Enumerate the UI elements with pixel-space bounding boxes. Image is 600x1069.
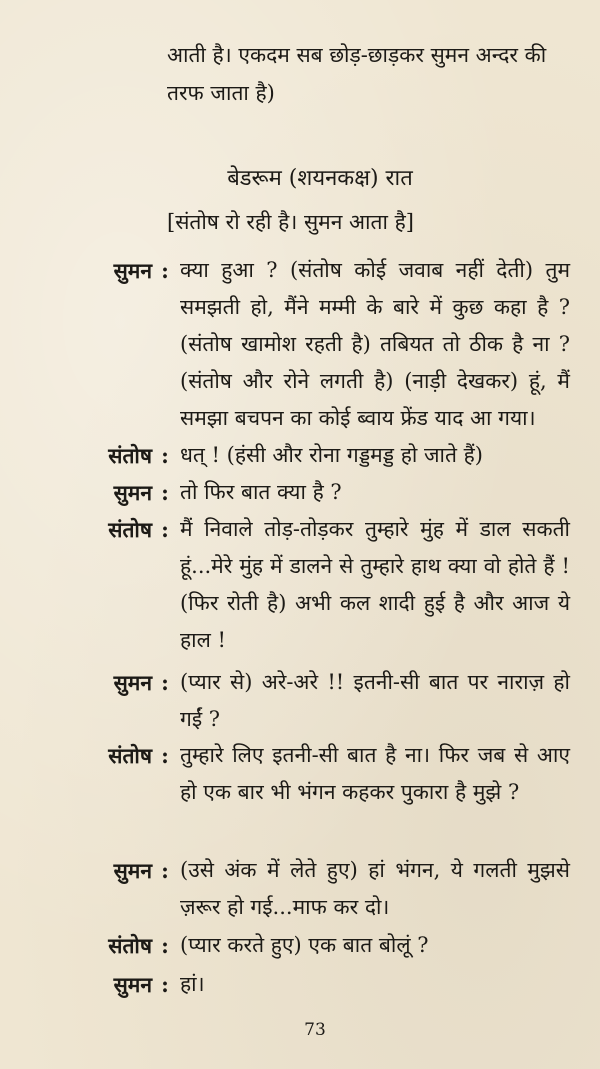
- speaker-name: संतोष: [108, 933, 152, 958]
- speaker-name: संतोष: [108, 743, 152, 768]
- dialogue-line: [60, 252, 570, 437]
- dialogue-text: (उसे अंक में लेते हुए) हां भंगन, ये गलती मुझसे ज़रूर हो गई...माफ कर दो।: [180, 858, 570, 919]
- dialogue-line: [60, 927, 570, 964]
- dialogue-line: [60, 437, 570, 474]
- stage-direction: [संतोष रो रही है। सुमन आता है]: [167, 210, 414, 234]
- dialogue-text: हां।: [180, 972, 205, 996]
- dialogue-text: तो फिर बात क्या है ?: [180, 480, 342, 504]
- speaker-colon: :: [161, 517, 169, 542]
- dialogue-line: [60, 511, 570, 659]
- dialogue-text: मैं निवाले तोड़-तोड़कर तुम्हारे मुंह में डाल सकती हूं...मेरे मुंह में डालने से तुम्हारे हाथ क्या वो होते हैं ! (फिर रोती है) अभी कल शादी हुई है और आज ये हाल !: [180, 517, 570, 652]
- page-number: 73: [304, 1020, 326, 1040]
- scene-heading: बेडरूम (शयनकक्ष) रात: [227, 166, 413, 191]
- dialogue-line: [60, 664, 570, 738]
- speaker-colon: :: [161, 933, 169, 958]
- dialogue-text: (प्यार करते हुए) एक बात बोलूं ?: [180, 933, 429, 957]
- speaker-colon: :: [161, 443, 169, 468]
- speaker-colon: :: [161, 670, 169, 695]
- speaker-name: सुमन: [113, 670, 152, 695]
- speaker-colon: :: [161, 743, 169, 768]
- speaker-name: सुमन: [113, 972, 152, 997]
- dialogue-text: तुम्हारे लिए इतनी-सी बात है ना। फिर जब से आए हो एक बार भी भंगन कहकर पुकारा है मुझे ?: [180, 743, 570, 804]
- speaker-name: संतोष: [108, 517, 152, 542]
- dialogue-line: [60, 474, 570, 511]
- continuation-text: आती है। एकदम सब छोड़-छाड़कर सुमन अन्दर की तरफ जाता है): [167, 43, 547, 105]
- dialogue-text: क्या हुआ ? (संतोष कोई जवाब नहीं देती) तुम समझती हो, मैंने मम्मी के बारे में कुछ कहा है ? (संतोष खामोश रहती है) तबियत तो ठीक है ना ? (संतोष और रोने लगती है) (नाड़ी देखकर) हूं, मैं समझा बचपन का कोई ब्वाय फ्रेंड याद आ गया।: [180, 258, 570, 430]
- speaker-name: सुमन: [113, 858, 152, 883]
- speaker-colon: :: [161, 858, 169, 883]
- dialogue-text: धत् ! (हंसी और रोना गड्डमड्ड हो जाते हैं): [180, 443, 483, 467]
- speaker-colon: :: [161, 972, 169, 997]
- speaker-name: सुमन: [113, 258, 152, 283]
- dialogue-line: [60, 737, 570, 811]
- speaker-name: संतोष: [108, 443, 152, 468]
- dialogue-line: [60, 852, 570, 926]
- speaker-colon: :: [161, 480, 169, 505]
- speaker-colon: :: [161, 258, 169, 283]
- dialogue-text: (प्यार से) अरे-अरे !! इतनी-सी बात पर नाराज़ हो गईं ?: [180, 670, 570, 731]
- speaker-name: सुमन: [113, 480, 152, 505]
- dialogue-line: [60, 966, 570, 1003]
